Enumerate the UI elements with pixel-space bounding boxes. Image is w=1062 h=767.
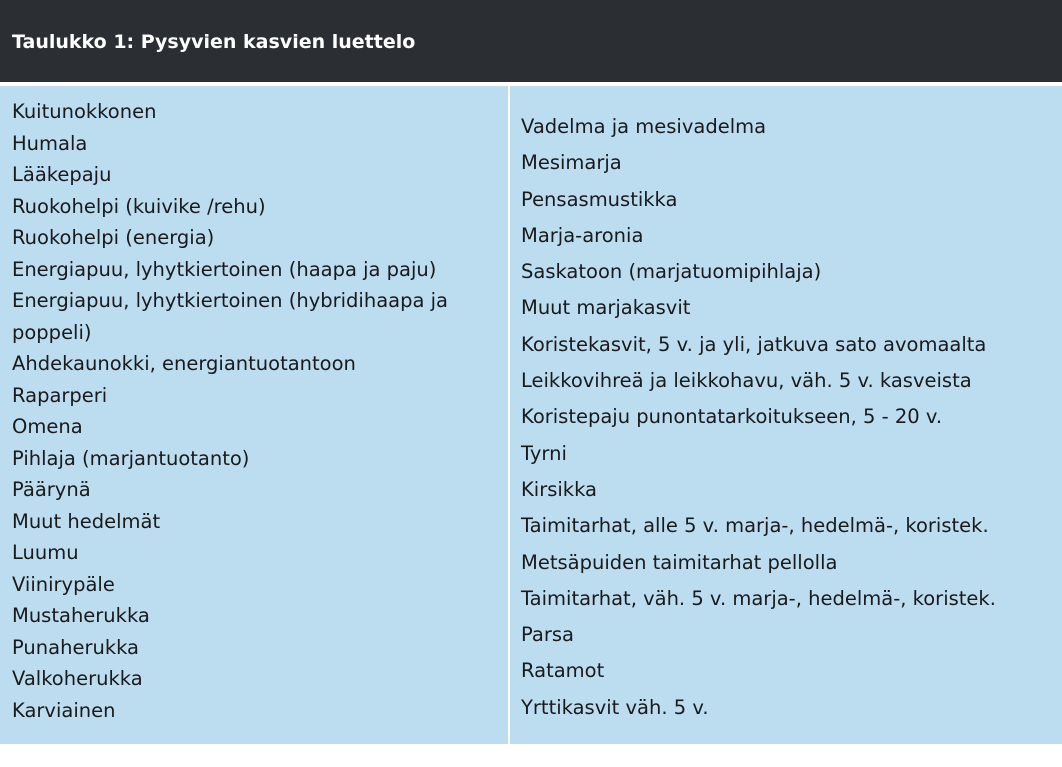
list-item: Omena — [12, 415, 83, 438]
list-item: Ruokohelpi (energia) — [12, 226, 215, 249]
right-column — [521, 86, 1056, 767]
list-item: Karviainen — [12, 698, 116, 722]
list-item: Mustaherukka — [12, 604, 150, 627]
table-header — [0, 0, 1062, 84]
list-item: Energiapuu, lyhytkiertoinen (hybridihaapa ja poppeli) — [12, 289, 448, 344]
list-item: Vadelma ja mesivadelma — [521, 115, 767, 138]
list-item: Punaherukka — [12, 635, 140, 659]
list-item: Valkoherukka — [12, 667, 143, 690]
list-item: Saskatoon (marjatuomipihlaja) — [521, 260, 822, 284]
list-item: Taimitarhat, alle 5 v. marja-, hedelmä-, koristek. — [521, 514, 989, 538]
list-item: Taimitarhat, väh. 5 v. marja-, hedelmä-, koristek. — [521, 586, 996, 610]
bottom-margin — [0, 744, 1062, 752]
list-item: Pensasmustikka — [521, 187, 678, 211]
column-divider — [508, 86, 510, 744]
list-item: Lääkepaju — [12, 163, 112, 186]
list-item: Koristepaju punontatarkoitukseen, 5 - 20 v. — [521, 405, 943, 429]
left-column — [12, 86, 504, 754]
list-item: Ratamot — [521, 659, 605, 683]
list-item: Raparperi — [12, 383, 108, 407]
table-body — [0, 86, 1062, 744]
list-item: Humala — [12, 131, 88, 155]
list-item: Ahdekaunokki, energiantuotantoon — [12, 352, 356, 375]
list-item: Metsäpuiden taimitarhat pellolla — [521, 550, 838, 574]
list-item: Muut hedelmät — [12, 509, 161, 533]
list-item: Kirsikka — [521, 477, 597, 501]
list-item: Viinirypäle — [12, 572, 115, 596]
list-item: Muut marjakasvit — [521, 296, 691, 320]
list-item: Tyrni — [521, 441, 567, 465]
list-item: Päärynä — [12, 478, 91, 501]
list-item: Yrttikasvit väh. 5 v. — [521, 695, 709, 719]
list-item: Parsa — [521, 623, 574, 647]
list-item: Mesimarja — [521, 151, 622, 175]
list-item: Luumu — [12, 541, 79, 564]
list-item: Energiapuu, lyhytkiertoinen (haapa ja paju) — [12, 257, 437, 281]
list-item: Leikkovihreä ja leikkohavu, väh. 5 v. kasveista — [521, 369, 972, 393]
list-item: Marja-aronia — [521, 223, 644, 247]
list-item: Pihlaja (marjantuotanto) — [12, 446, 250, 470]
list-item: Koristekasvit, 5 v. ja yli, jatkuva sato avomaalta — [521, 332, 987, 356]
list-item: Ruokohelpi (kuivike /rehu) — [12, 194, 266, 218]
table-title: Taulukko 1: Pysyvien kasvien luettelo — [12, 31, 416, 53]
list-item: Kuitunokkonen — [12, 100, 157, 123]
